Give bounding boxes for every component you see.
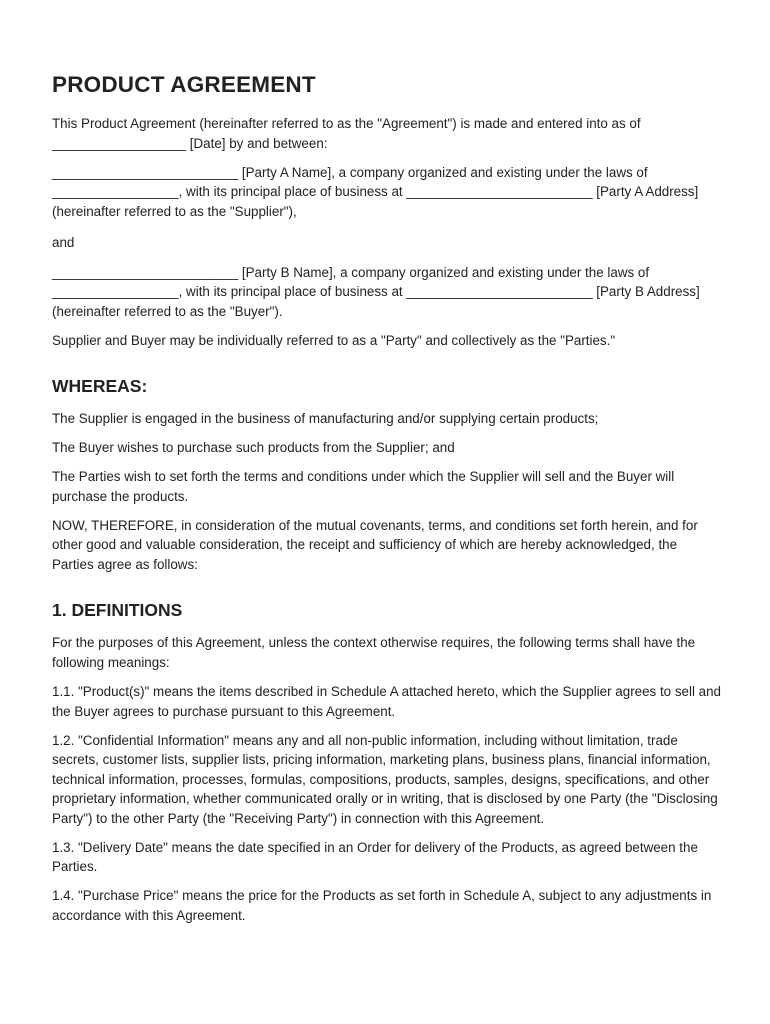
now-therefore-paragraph: NOW, THEREFORE, in consideration of the mutual covenants, terms, and conditions set forth herein, and for other good and valuable consideration, the receipt and sufficiency of which are hereby acknowledged, the Parties agree as follows: [52, 517, 698, 572]
definition-confidential-information: 1.2. "Confidential Information" means any and all non-public information, including without limitation, trade secrets, customer lists, supplier lists, pricing information, marketing plans, business plans, financial information, technical information, processes, formulas, compositions, products, samples, designs, specifications, and other proprietary information, whether communicated orally or in writing, that is disclosed by one Party (the "Disclosing Party") to the other Party (the "Receiving Party") in connection with this Agreement. [52, 732, 718, 826]
document-page [52, 70, 722, 935]
parties-paragraph: Supplier and Buyer may be individually referred to as a "Party" and collectively as the "Parties." [52, 332, 616, 348]
definitions-intro-paragraph: For the purposes of this Agreement, unless the context otherwise requires, the following terms shall have the following meanings: [52, 635, 696, 670]
whereas-paragraph: The Supplier is engaged in the business of manufacturing and/or supplying certain products; [52, 411, 599, 427]
intro-paragraph: This Product Agreement (hereinafter referred to as the "Agreement") is made and entered into as of __________________ [Date] by and between: [52, 116, 641, 151]
document-title: PRODUCT AGREEMENT [52, 72, 316, 97]
definitions-heading: 1. DEFINITIONS [52, 600, 183, 621]
definition-product: 1.1. "Product(s)" means the items described in Schedule A attached hereto, which the Supplier agrees to sell and the Buyer agrees to purchase pursuant to this Agreement. [52, 684, 722, 719]
whereas-paragraph: The Buyer wishes to purchase such products from the Supplier; and [52, 440, 455, 456]
party-a-paragraph: _________________________ [Party A Name], a company organized and existing under the laws of _________________, with its principal place of business at _________________________ [Party A Address] (hereinafter referred to as the "Supplier"), [52, 164, 699, 219]
party-b-paragraph: _________________________ [Party B Name], a company organized and existing under the laws of _________________, with its principal place of business at _________________________ [Party B Address] (hereinafter referred to as the "Buyer"). [52, 264, 700, 319]
whereas-heading: WHEREAS: [52, 376, 148, 397]
definition-purchase-price: 1.4. "Purchase Price" means the price for the Products as set forth in Schedule A, subject to any adjustments in accordance with this Agreement. [52, 888, 712, 923]
and-paragraph: and [52, 235, 75, 251]
whereas-paragraph: The Parties wish to set forth the terms and conditions under which the Supplier will sell and the Buyer will purchase the products. [52, 469, 675, 504]
definition-delivery-date: 1.3. "Delivery Date" means the date specified in an Order for delivery of the Products, as agreed between the Parties. [52, 839, 698, 875]
